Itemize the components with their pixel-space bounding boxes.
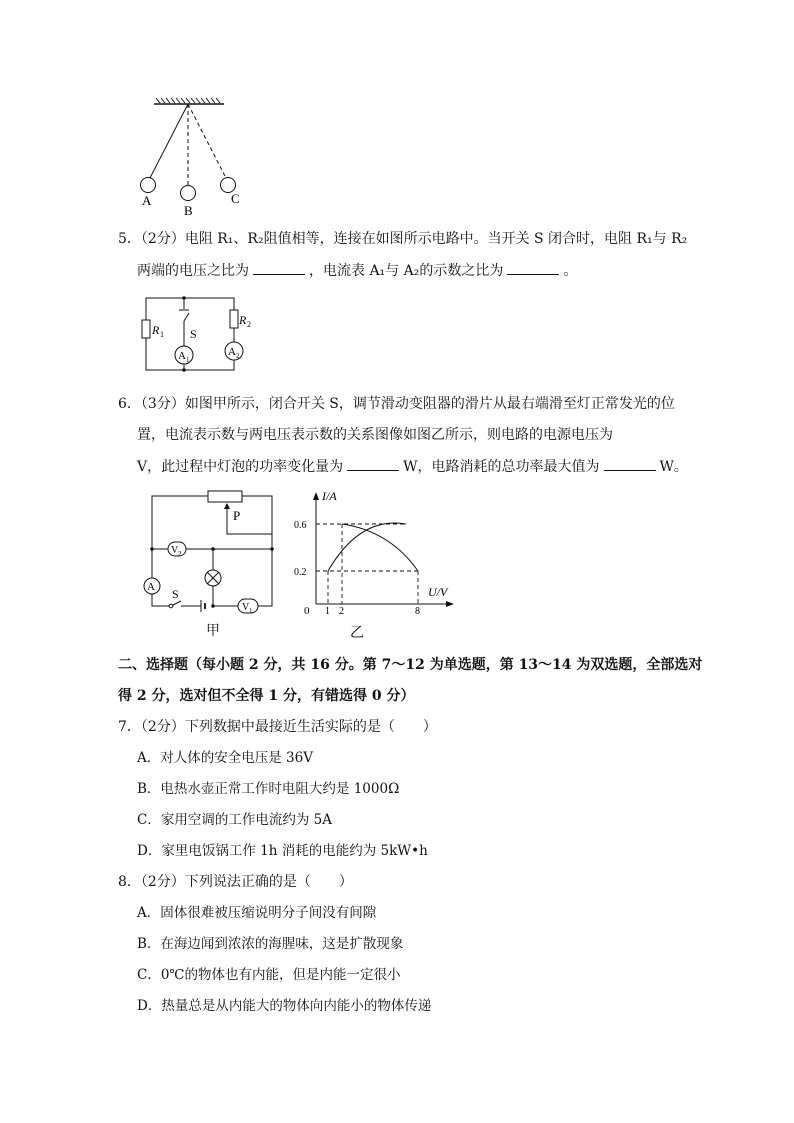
ball-label-b: B [184,203,193,218]
q5-r1-label: R [152,323,160,337]
q6-line-2: 置，电流表示数与两电压表示数的关系图像如图乙所示，则电路的电源电压为 [137,427,613,443]
q5-text-a: 两端的电压之比为 [137,263,249,279]
q5-line-2 [137,260,577,281]
q6-slider-label: P [233,508,241,523]
q5-r1-sub: 1 [160,330,164,339]
q6-xtick: 2 [339,606,344,617]
q8-option-d: D．热量总是从内能大的物体向内能小的物体传递 [137,998,432,1014]
q5-text-c: 。 [563,263,578,279]
q6-line-3 [137,456,688,477]
q6-text-b: W，电路消耗的总功率最大值为 [403,459,600,475]
q8-option-b: B．在海边闻到浓浓的海腥味，这是扩散现象 [137,936,404,952]
q8-option-c: C．0℃的物体也有内能，但是内能一定很小 [137,967,401,983]
ball-label-c: C [231,191,240,206]
q6-blank-2 [604,456,656,471]
q6-line-1: 6．（3分）如图甲所示，闭合开关 S，调节滑动变阻器的滑片从最右端滑至灯正常发光的位 [118,396,675,412]
q8-stem: 8．（2分）下列说法正确的是（ ） [118,874,353,890]
q6-y-axis-label: I/A [322,489,337,503]
q5-r2-sub: 2 [247,320,251,329]
q5-a1-sub: 1 [186,356,190,364]
q5-text-b: ，电流表 A₁与 A₂的示数之比为 [309,263,504,279]
q6-text-c: W。 [659,459,688,475]
q6-ytick: 0.2 [294,567,307,578]
q6-ytick: 0.6 [294,520,307,531]
q6-blank-1 [347,456,399,471]
q7-stem: 7．（2分）下列数据中最接近生活实际的是（ ） [118,719,437,735]
q5-circuit [140,294,250,374]
q8-option-a: A．固体很难被压缩说明分子间没有间隙 [137,905,377,921]
q6-v2-label: V [171,545,179,556]
q5-line-1: 5．（2分）电阻 R₁、R₂阻值相等，连接在如图所示电路中。当开关 S 闭合时，电阻 R₁与 R₂ [118,231,688,247]
q6-text-a: V，此过程中灯泡的功率变化量为 [137,459,344,475]
q6-xtick: 1 [325,606,330,617]
q6-circuit-jia [138,486,280,618]
q7-option-a: A．对人体的安全电压是 36V [137,750,313,766]
q6-caption-yi: 乙 [350,625,364,641]
q5-a2-label: A [228,346,236,358]
q5-switch-label: S [190,327,197,341]
q6-graph-yi [290,486,460,616]
q5-blank-1 [253,260,305,275]
q5-blank-2 [507,260,559,275]
q7-option-d: D．家里电饭锅工作 1h 消耗的电能约为 5kW•h [137,843,428,859]
q6-xtick: 8 [415,606,420,617]
section-2-heading-line-2: 得 2 分，选对但不全得 1 分，有错选得 0 分） [118,688,415,704]
q6-origin-label: 0 [304,605,310,617]
q6-ammeter-label: A [147,581,155,593]
q7-option-b: B．电热水壶正常工作时电阻大约是 1000Ω [137,781,400,797]
q6-v1-sub: 1 [249,607,253,615]
section-2-heading-line-1: 二、选择题（每小题 2 分，共 16 分。第 7～12 为单选题，第 13～14 为双选题，全部选对 [118,657,703,673]
q6-v1-label: V [242,602,250,613]
q6-switch-label: S [172,587,179,601]
q7-option-c: C．家用空调的工作电流约为 5A [137,812,332,828]
q6-v2-sub: 2 [178,550,182,558]
q5-a1-label: A [178,350,186,362]
q6-x-axis-label: U/V [428,585,448,599]
pendulum-figure [138,96,248,218]
q6-caption-jia: 甲 [206,623,220,639]
q5-r2-label: R [239,313,247,327]
q5-a2-sub: 2 [236,352,240,360]
ball-label-a: A [142,193,152,208]
